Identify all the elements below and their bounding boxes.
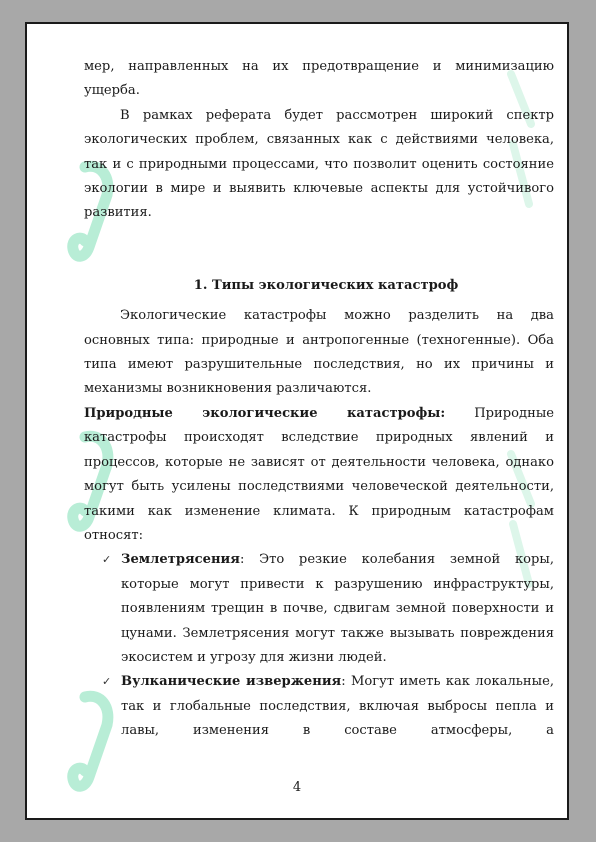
section-heading: 1. Типы экологических катастроф <box>193 277 459 293</box>
natural-disasters-term: Природные экологические катастрофы: <box>84 405 446 421</box>
paragraph-continuation: мер, направленных на их предотвращение и минимизацию ущерба. <box>84 59 554 99</box>
page-number: 4 <box>292 780 302 795</box>
paragraph-intro: В рамках реферата будет рассмотрен широкий спектр экологических проблем, связанных как с действиями человека, так и с природными процессами, что позволит оценить состояние экологии в мире и выявить ключевые аспекты для устойчивого развития. <box>84 107 554 221</box>
list-item-volcanic-eruptions <box>84 670 554 743</box>
checkmark-bullet-icon: ✓ <box>102 675 112 689</box>
bullet-term: Землетрясения <box>121 552 240 568</box>
list-item-earthquakes <box>84 548 554 670</box>
bullet-term: Вулканические извержения <box>121 674 342 690</box>
bullet-text: : Могут иметь как локальные, так и глобальные последствия, включая выбросы пепла и лавы, изменения в составе атмосферы, а <box>121 674 554 739</box>
paragraph-natural-disasters <box>84 402 554 548</box>
checkmark-bullet-icon: ✓ <box>102 553 112 567</box>
document-page <box>25 22 569 820</box>
paragraph-types: Экологические катастрофы можно разделить на два основных типа: природные и антропогенные (техногенные). Оба типа имеют разрушительные последствия, но их причины и механизмы возникновения различаются. <box>84 308 554 397</box>
bullet-text: : Это резкие колебания земной коры, которые могут привести к разрушению инфраструктуры, появлениям трещин в почве, сдвигам земной поверхности и цунами. Землетрясения могут также вызывать повреждения экосистем и угрозу для жизни людей. <box>121 552 554 665</box>
page-content <box>84 55 554 744</box>
natural-disasters-text: Природные катастрофы происходят вследствие природных явлений и процессов, которые не зависят от деятельности человека, однако могут быть усилены последствиями человеческой деятельности, такими как изменение климата. К природным катастрофам относят: <box>84 405 554 543</box>
